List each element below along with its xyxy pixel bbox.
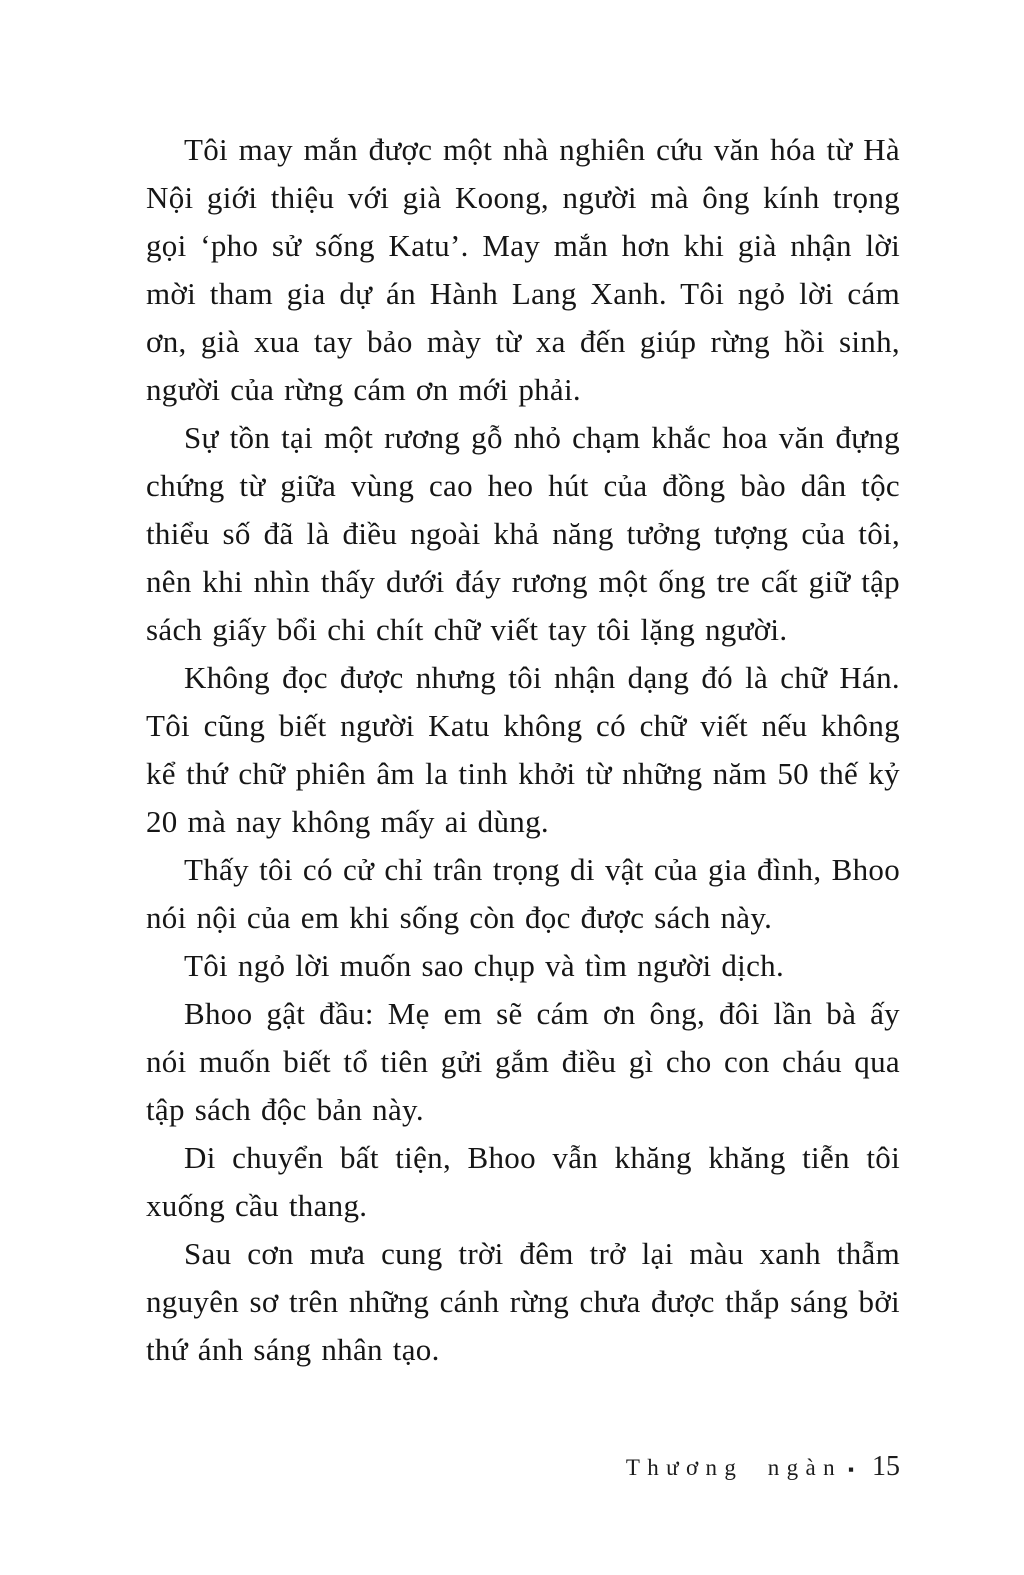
paragraph: Sự tồn tại một rương gỗ nhỏ chạm khắc hoa văn đựng chứng từ giữa vùng cao heo hút của đồng bào dân tộc thiểu số đã là điều ngoài khả năng tưởng tượng của tôi, nên khi nhìn thấy dưới đáy rương một ống tre cất giữ tập sách giấy bổi chi chít chữ viết tay tôi lặng người. — [146, 420, 900, 647]
page-number: 15 — [872, 1451, 900, 1482]
paragraph: Tôi ngỏ lời muốn sao chụp và tìm người dịch. — [184, 948, 785, 983]
paragraph: Tôi may mắn được một nhà nghiên cứu văn hóa từ Hà Nội giới thiệu với già Koong, người mà ông kính trọng gọi ‘pho sử sống Katu’. May mắn hơn khi già nhận lời mời tham gia dự án Hành Lang Xanh. Tôi ngỏ lời cám ơn, già xua tay bảo mày từ xa đến giúp rừng hồi sinh, người của rừng cám ơn mới phải. — [146, 132, 900, 407]
running-footer — [626, 1451, 900, 1483]
footer-book-title: Thương ngàn — [625, 1455, 842, 1480]
paragraph: Di chuyển bất tiện, Bhoo vẫn khăng khăng tiễn tôi xuống cầu thang. — [146, 1140, 900, 1223]
square-bullet-icon: ▪ — [847, 1460, 854, 1479]
body-text — [146, 126, 900, 1374]
paragraph: Bhoo gật đầu: Mẹ em sẽ cám ơn ông, đôi lần bà ấy nói muốn biết tổ tiên gửi gắm điều gì cho con cháu qua tập sách độc bản này. — [146, 996, 900, 1127]
paragraph: Không đọc được nhưng tôi nhận dạng đó là chữ Hán. Tôi cũng biết người Katu không có chữ viết nếu không kể thứ chữ phiên âm la tinh khởi từ những năm 50 thế kỷ 20 mà nay không mấy ai dùng. — [146, 660, 900, 839]
paragraph: Sau cơn mưa cung trời đêm trở lại màu xanh thẫm nguyên sơ trên những cánh rừng chưa được thắp sáng bởi thứ ánh sáng nhân tạo. — [146, 1236, 900, 1367]
paragraph: Thấy tôi có cử chỉ trân trọng di vật của gia đình, Bhoo nói nội của em khi sống còn đọc được sách này. — [146, 852, 900, 935]
